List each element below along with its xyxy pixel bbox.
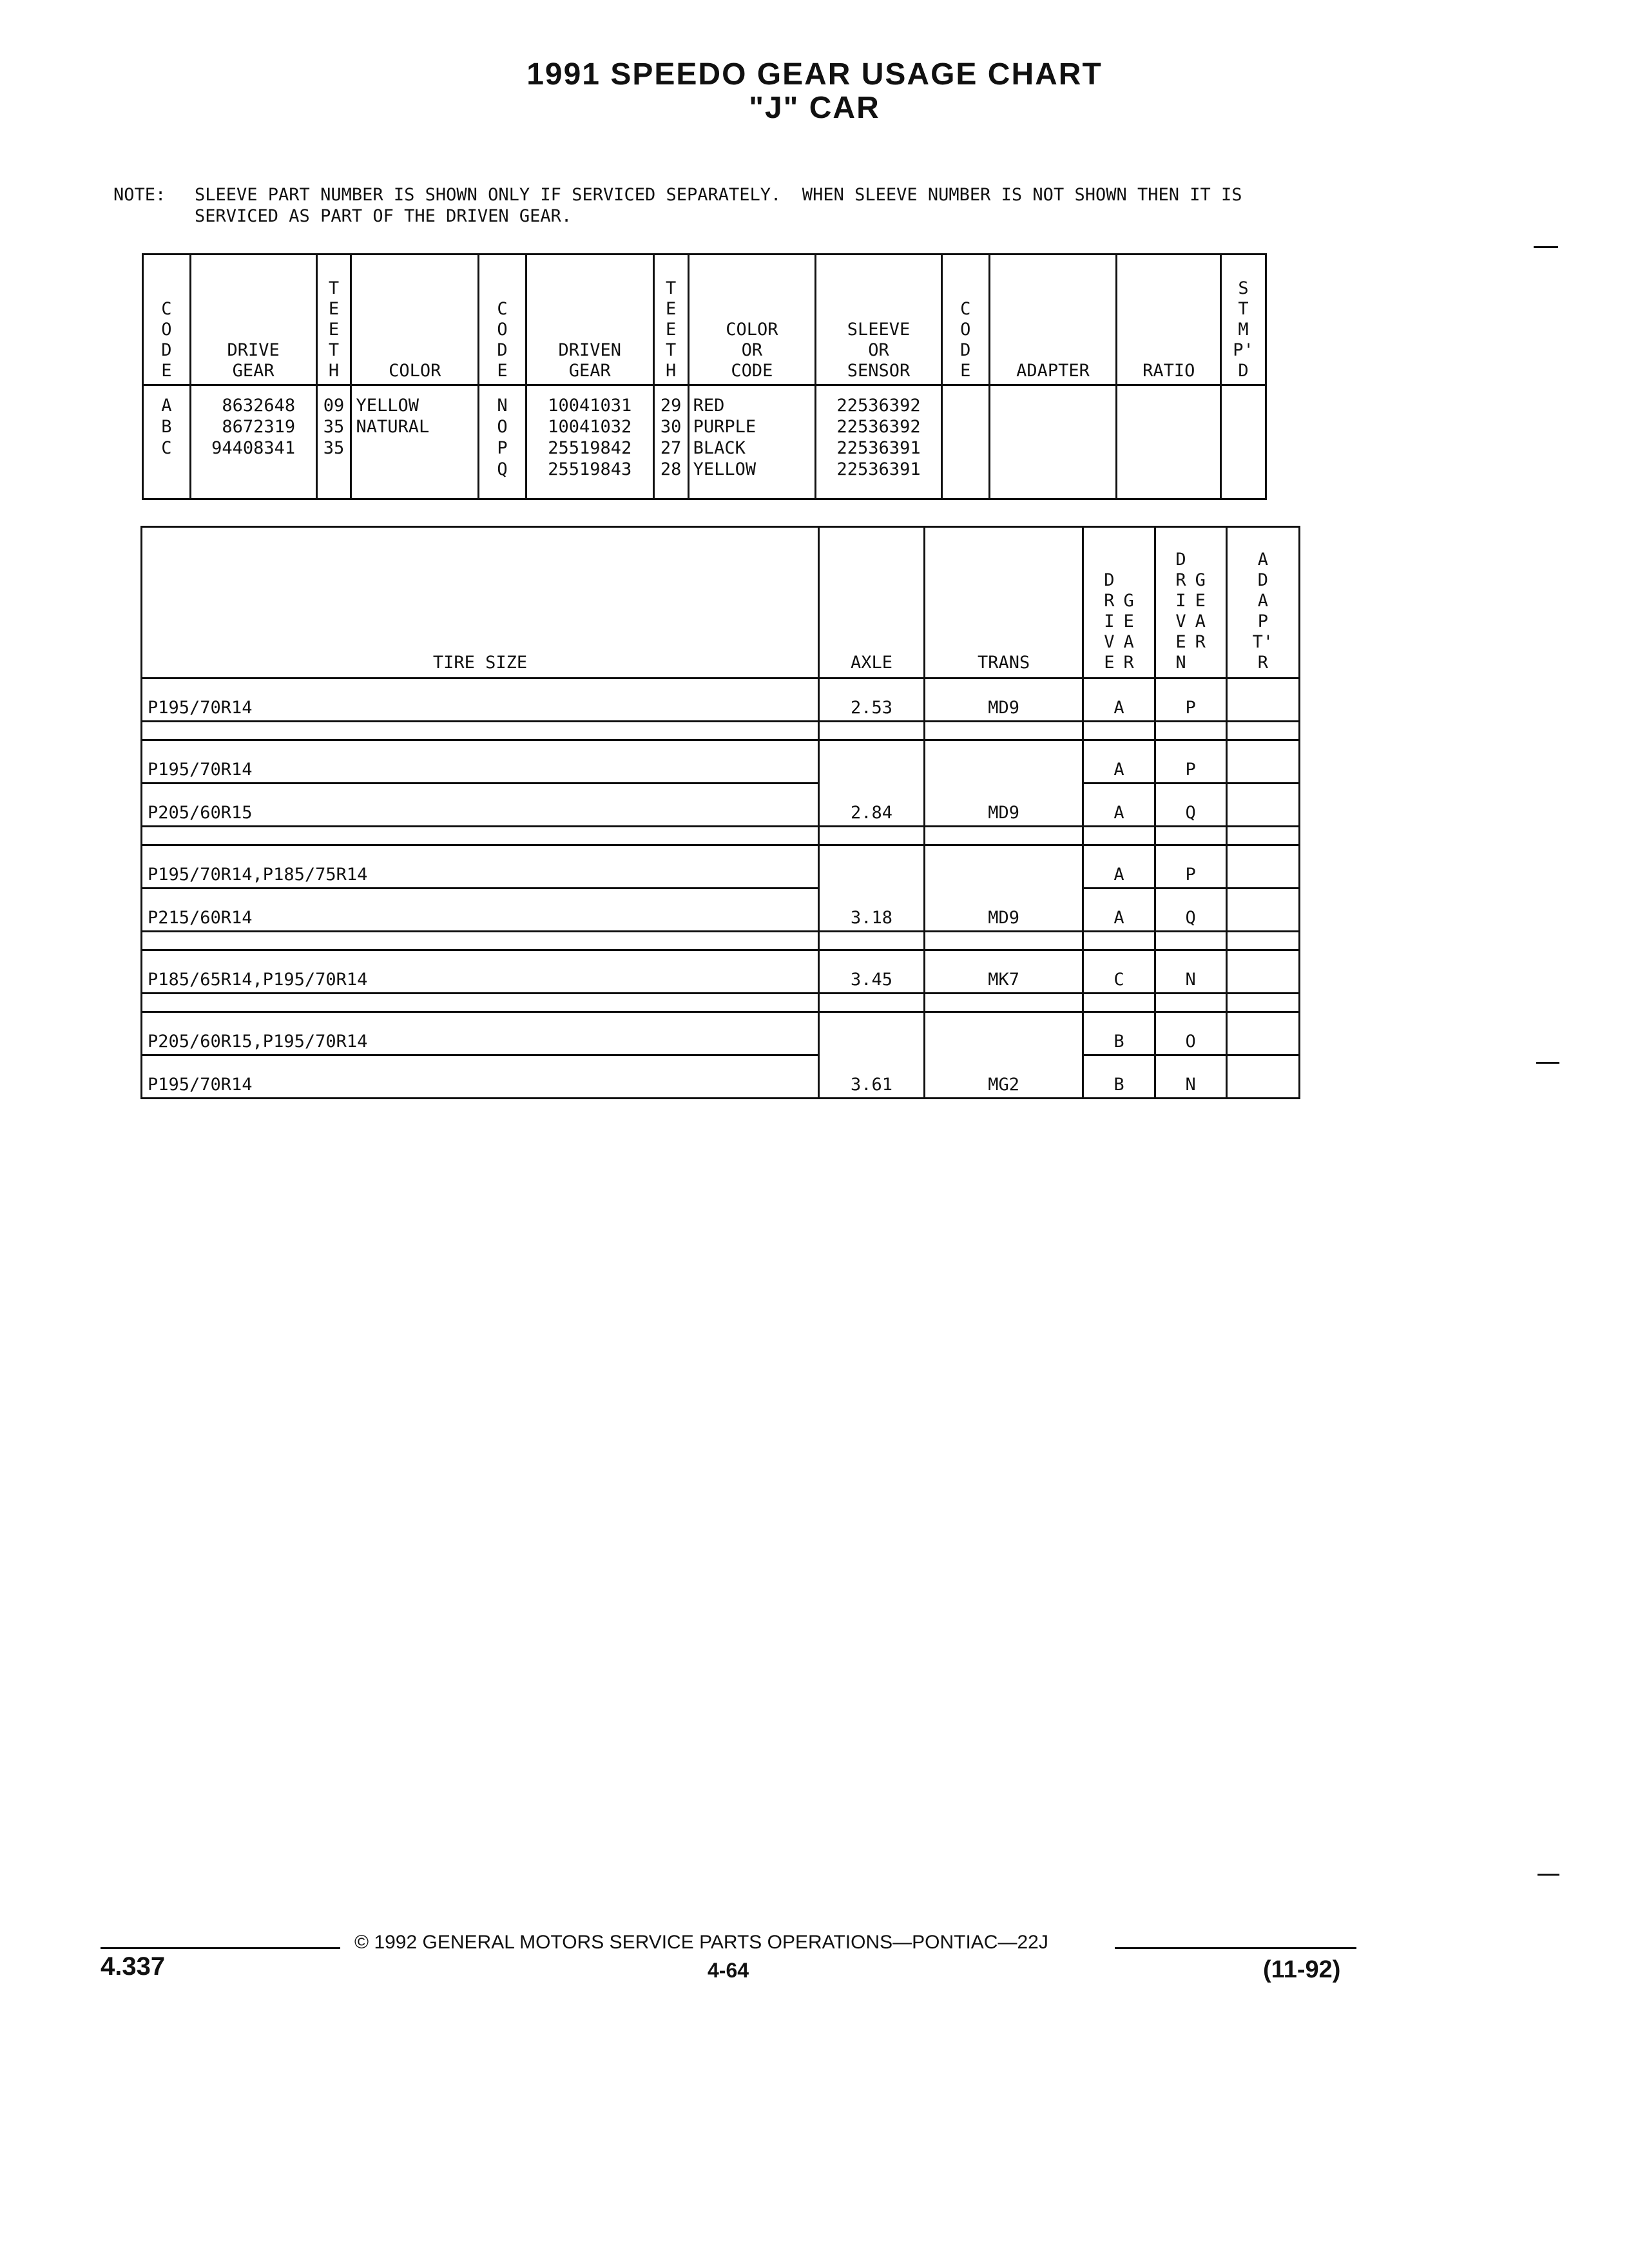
note-line-2: SERVICED AS PART OF THE DRIVEN GEAR. [195,206,572,226]
adapter-cell [1226,950,1299,994]
header-driven-gear: DRIVEN GEAR [558,340,622,381]
gear-table [142,253,1267,500]
group-separator [142,994,1300,1012]
scan-mark [1534,246,1558,248]
empty-stmpd-cell [1221,385,1266,499]
footer-copyright: © 1992 GENERAL MOTORS SERVICE PARTS OPERATIONS—PONTIAC—22J [354,1932,1048,1953]
driven-code-cell: N [1155,1055,1226,1099]
drive-code-cell: B [1083,1055,1155,1099]
tire-size-cell: P195/70R14,P185/75R14 [142,845,819,889]
scan-mark [1536,1062,1559,1064]
tire-size-cell: P215/60R14 [142,889,819,932]
drive-code-cell: A [1083,740,1155,783]
footer-rule-left [101,1947,340,1949]
header-trans: TRANS [977,653,1030,673]
driven-teeth: 29 30 27 28 [660,396,682,479]
tire-size-cell: P195/70R14 [142,740,819,783]
driven-code-cell: O [1155,1012,1226,1055]
title-line-1: 1991 SPEEDO GEAR USAGE CHART [526,57,1103,91]
header-drive-gear: DRIVE GEAR [227,340,280,381]
footer-rule-right [1115,1947,1356,1949]
scan-mark [1537,1874,1559,1876]
header-drive-gear-code [1104,570,1134,673]
trans-cell: MD9 [924,845,1083,932]
group-separator [142,827,1300,845]
group-separator [142,722,1300,740]
page-subtitle [0,90,1629,126]
title-line-2: "J" CAR [749,91,880,125]
page-title [0,57,1629,92]
note-line-1: SLEEVE PART NUMBER IS SHOWN ONLY IF SERVICED SEPARATELY. WHEN SLEEVE NUMBER IS NOT SHOWN THEN IT IS [195,185,1242,205]
trans-cell: MD9 [924,740,1083,827]
tire-size-cell: P205/60R15,P195/70R14 [142,1012,819,1055]
table-row [142,740,1300,783]
drive-code-cell: C [1083,950,1155,994]
note-label: NOTE: [113,185,166,205]
adapter-cell [1226,740,1299,783]
drive-code-cell: B [1083,1012,1155,1055]
header-axle: AXLE [850,653,892,673]
tire-size-cell: P195/70R14 [142,1055,819,1099]
driven-gear-numbers: 10041031 10041032 25519842 25519843 [548,396,632,479]
header-drive-gear-word-1: D R I V E [1104,570,1115,673]
header-drive-gear-word-2: G E A R [1123,591,1134,673]
table-row [142,1012,1300,1055]
header-stmpd: S T M P' D [1233,278,1254,381]
driven-code-cell: P [1155,740,1226,783]
trans-cell: MG2 [924,1012,1083,1099]
drive-code-cell: A [1083,783,1155,827]
table-row [142,845,1300,889]
adapter-cell [1226,783,1299,827]
drive-gear-numbers: 8632648 8672319 94408341 [211,396,296,458]
header-code-2: C O D E [497,299,508,381]
tire-size-cell: P205/60R15 [142,783,819,827]
header-tire-size: TIRE SIZE [432,653,528,673]
header-adapter-code: A D A P T' R [1252,550,1274,673]
adapter-cell [1226,678,1299,722]
axle-cell: 2.84 [819,740,925,827]
header-driven-gear-code [1175,550,1206,673]
header-code-3: C O D E [960,299,971,381]
empty-ratio-cell [1117,385,1221,499]
header-driven-gear-word-2: G E A R [1195,570,1206,652]
drive-colors: YELLOW NATURAL [356,396,430,437]
driven-code-cell: P [1155,845,1226,889]
drive-code-cell: A [1083,678,1155,722]
header-sleeve-or-sensor: SLEEVE OR SENSOR [847,320,911,381]
drive-teeth: 09 35 35 [323,396,345,458]
empty-adapter-cell [989,385,1117,499]
header-driven-gear-word-1: D R I V E N [1175,550,1186,673]
trans-cell: MD9 [924,678,1083,722]
table-row [142,950,1300,994]
drive-code-cell: A [1083,889,1155,932]
empty-code-cell [941,385,989,499]
adapter-cell [1226,889,1299,932]
adapter-cell [1226,845,1299,889]
axle-cell: 3.18 [819,845,925,932]
driven-codes: N O P Q [497,396,508,479]
table-row [142,889,1300,932]
header-ratio: RATIO [1142,361,1195,381]
axle-cell: 3.45 [819,950,925,994]
driven-code-cell: P [1155,678,1226,722]
header-teeth-1: T E E T H [328,278,340,381]
group-separator [142,932,1300,950]
table-row [142,783,1300,827]
footer-date: (11-92) [1263,1956,1341,1983]
tire-size-cell: P185/65R14,P195/70R14 [142,950,819,994]
driven-colors: RED PURPLE BLACK YELLOW [693,396,757,479]
driven-code-cell: N [1155,950,1226,994]
header-color-or-code: COLOR OR CODE [726,320,778,381]
footer-section-number: 4.337 [101,1952,166,1981]
header-adapter: ADAPTER [1016,361,1090,381]
table-row [142,1055,1300,1099]
header-teeth-2: T E E T H [665,278,677,381]
adapter-cell [1226,1055,1299,1099]
footer-page-number: 4-64 [708,1959,749,1982]
driven-code-cell: Q [1155,783,1226,827]
driven-code-cell: Q [1155,889,1226,932]
usage-table [140,526,1300,1099]
drive-code-cell: A [1083,845,1155,889]
axle-cell: 3.61 [819,1012,925,1099]
header-code-1: C O D E [161,299,172,381]
table-row [142,678,1300,722]
adapter-cell [1226,1012,1299,1055]
drive-codes: A B C [161,396,172,458]
header-color: COLOR [389,361,441,381]
sleeve-numbers: 22536392 22536392 22536391 22536391 [836,396,921,479]
axle-cell: 2.53 [819,678,925,722]
tire-size-cell: P195/70R14 [142,678,819,722]
trans-cell: MK7 [924,950,1083,994]
